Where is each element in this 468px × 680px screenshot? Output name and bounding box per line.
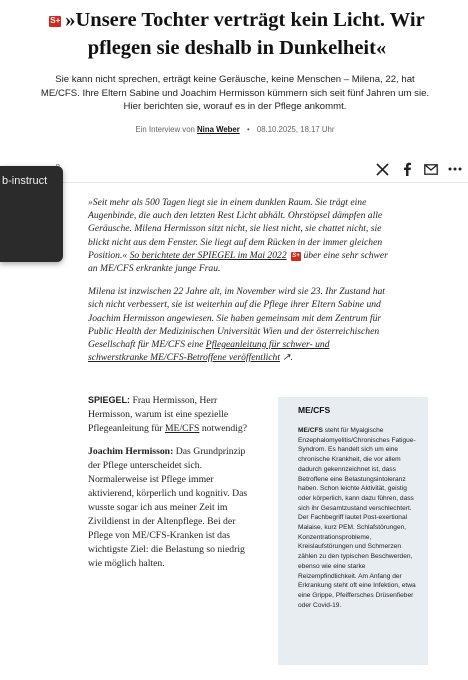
mecfs-infobox [278, 397, 428, 665]
intro-p1-tail: über eine sehr schwer an ME/CFS erkrankte junge Frau. [88, 249, 388, 275]
author-link[interactable]: Nina Weber [197, 125, 240, 134]
external-link-icon: ↗ [282, 352, 291, 364]
publish-date: 08.10.2025, 18.17 Uhr [256, 125, 335, 134]
infobox-body: steht für Myalgische Enzephalomyelitis/Chronisches Fatigue-Syndrom. Es handelt sich um eine chronische Krankheit, die vor allem dadurch gekennzeichnet ist, dass Betroffene eine Belastungsintoleranz haben. Schon leichte Aktivität, geistig oder körperlich, kann dazu führen, dass sich ihr Gesamtzustand verschlechtert. Der Fachbegriff lautet Post-exertional Malaise, kurz PEM. Schlafstörungen, Konzentrationsprobleme, Kreislaufstörungen und Schmerzen zählen zu den typischen Beschwerden, ebenso wie eine starke Reizempfindlichkeit. Am Anfang der Erkrankung steht oft eine Infektion, etwa eine Grippe, Pfeiffersches Drüsenfieber oder Covid-19. [298, 427, 416, 609]
question-end: notwendig? [201, 423, 248, 434]
overlay-label: b-instruct [2, 175, 48, 187]
byline-prefix: Ein Interview von [135, 125, 195, 134]
interview-question-1 [88, 393, 256, 436]
question-text: Frau Hermisson, Herr Hermisson, warum ist eine spezielle Pflegeanleitung für [88, 395, 229, 434]
overlay-panel[interactable] [0, 166, 63, 262]
intro-p2-end: . [290, 352, 293, 364]
article-intro [88, 196, 388, 374]
interview-answer-1 [88, 445, 256, 571]
email-icon[interactable] [423, 161, 439, 177]
care-guide-link[interactable]: Pflegeanleitung für schwer- und schwerstkranke ME/CFS-Betroffene veröffentlicht [88, 339, 330, 364]
intro-p1-text: »Seit mehr als 500 Tagen liegt sie in einem dunklen Raum. Sie trägt eine Augenbinde, die auch den letzten Rest Licht abhält. Ohrstöpsel dämpfen alle Geräusche. Milena Hermisson sitzt nicht, sie liest nicht, sie chattet nicht, sie blickt nicht aus dem Fenster. Sie liegt auf dem Rücken in der immer gleichen Position.« [88, 197, 383, 261]
spiegel-article-link[interactable]: So berichtete der SPIEGEL im Mai 2022 [129, 249, 287, 261]
more-icon[interactable] [447, 161, 463, 177]
answer-text: Das Grundprinzip der Pflege unterscheidet sich. Normalerweise ist Pflege immer aktivierend, körperlich und kognitiv. Das wusste sogar ich aus meiner Zeit im Zivildienst in der Altenpflege. Bei der Pflege von ME/CFS-Kranken ist das wichtigste Ziel: die Belastung so niedrig wie möglich halten. [88, 446, 248, 569]
intro-paragraph-2 [88, 285, 388, 364]
share-bar [0, 155, 468, 183]
mecfs-topic-link[interactable]: ME/CFS [164, 423, 200, 434]
headline-text: »Unsere Tochter verträgt kein Licht. Wir pflegen sie deshalb in Dunkelheit« [65, 9, 425, 59]
spiegel-plus-badge-inline: S+ [292, 252, 300, 259]
x-twitter-icon[interactable] [374, 161, 390, 177]
facebook-icon[interactable] [399, 161, 415, 177]
interview-body [88, 393, 256, 580]
byline-separator: • [246, 125, 250, 134]
infobox-title: ME/CFS [298, 405, 331, 415]
intro-paragraph-1 [88, 196, 388, 275]
article-teaser: Sie kann nicht sprechen, erträgt keine Geräusche, keine Menschen – Milena, 22, hat ME/CFS. Ihre Eltern Sabine und Joachim Hermisson kümmern sich seit fünf Jahren um sie. Hier berichten sie, worauf es in der Pflege ankommt. [40, 74, 430, 112]
byline [40, 125, 430, 134]
article-headline [22, 6, 452, 62]
spiegel-plus-badge: S+ [50, 16, 61, 25]
infobox-text [298, 426, 419, 610]
question-speaker: SPIEGEL: [88, 395, 131, 405]
answer-speaker: Joachim Hermisson: [88, 446, 174, 457]
intro-p2-text: Milena ist inzwischen 22 Jahre alt, im November wird sie 23. Ihr Zustand hat sich nicht verbessert, sie ist weiterhin auf die Pflege ihrer Eltern Sabine und Joachim Hermisson angewiesen. Sie haben gemeinsam mit dem Zentrum für Public Health der Medizinischen Universität Wien und der österreichischen Gesellschaft für ME/CFS eine [88, 286, 385, 351]
infobox-lead: ME/CFS [298, 427, 323, 434]
